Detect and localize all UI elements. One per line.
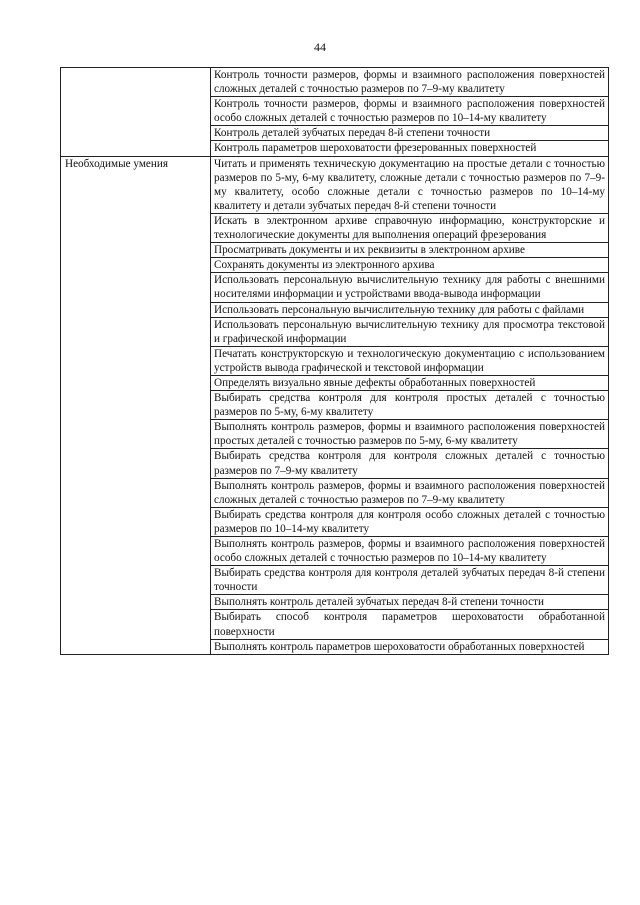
table-cell: Контроль параметров шероховатости фрезерованных поверхностей — [211, 141, 609, 156]
table-cell: Выбирать средства контроля для контроля деталей зубчатых передач 8-й степени точности — [211, 566, 609, 595]
competency-table — [60, 67, 609, 655]
table-row — [61, 68, 609, 97]
table-cell: Выбирать средства контроля для контроля сложных деталей с точностью размеров по 7–9-му квалитету — [211, 449, 609, 478]
table-cell: Просматривать документы и их реквизиты в электронном архиве — [211, 243, 609, 258]
table-cell: Выполнять контроль размеров, формы и взаимного расположения поверхностей простых деталей с точностью размеров по 5-му, 6-му квалитету — [211, 420, 609, 449]
empty-label-cell — [61, 68, 211, 157]
table-cell: Использовать персональную вычислительную технику для работы с файлами — [211, 302, 609, 317]
table-cell: Сохранять документы из электронного архива — [211, 258, 609, 273]
table-cell: Читать и применять техническую документацию на простые детали с точностью размеров по 5-му, 6-му квалитету, сложные детали с точностью размеров по 7–9-му квалитету, особо сложные детали с точностью размеров по 10–14-му квалитету и детали зубчатых передач 8-й степени точности — [211, 156, 609, 213]
table-cell: Использовать персональную вычислительную технику для работы с внешними носителями информации и устройствами ввода-вывода информации — [211, 273, 609, 302]
table-cell: Контроль точности размеров, формы и взаимного расположения поверхностей особо сложных деталей с точностью размеров по 10–14-му квалитету — [211, 97, 609, 126]
table-cell: Выбирать способ контроля параметров шероховатости обработанной поверхности — [211, 610, 609, 639]
table-cell: Использовать персональную вычислительную технику для просмотра текстовой и графической информации — [211, 317, 609, 346]
table-cell: Определять визуально явные дефекты обработанных поверхностей — [211, 375, 609, 390]
table-row — [61, 156, 609, 213]
table-cell: Выполнять контроль деталей зубчатых передач 8-й степени точности — [211, 595, 609, 610]
table-cell: Контроль деталей зубчатых передач 8-й степени точности — [211, 126, 609, 141]
skills-label: Необходимые умения — [61, 156, 211, 654]
table-cell: Выполнять контроль размеров, формы и взаимного расположения поверхностей сложных деталей с точностью размеров по 7–9-му квалитету — [211, 478, 609, 507]
table-cell: Контроль точности размеров, формы и взаимного расположения поверхностей сложных деталей с точностью размеров по 7–9-му квалитету — [211, 68, 609, 97]
table-cell: Выполнять контроль параметров шероховатости обработанных поверхностей — [211, 639, 609, 654]
table-cell: Выбирать средства контроля для контроля особо сложных деталей с точностью размеров по 10–14-му квалитету — [211, 507, 609, 536]
page-number: 44 — [314, 40, 326, 54]
table-cell: Печатать конструкторскую и технологическую документацию с использованием устройств вывода графической и текстовой информации — [211, 346, 609, 375]
table-cell: Искать в электронном архиве справочную информацию, конструкторские и технологические документы для выполнения операций фрезерования — [211, 213, 609, 242]
table-cell: Выполнять контроль размеров, формы и взаимного расположения поверхностей особо сложных деталей с точностью размеров по 10–14-му квалитету — [211, 537, 609, 566]
table-cell: Выбирать средства контроля для контроля простых деталей с точностью размеров по 5-му, 6-му квалитету — [211, 391, 609, 420]
